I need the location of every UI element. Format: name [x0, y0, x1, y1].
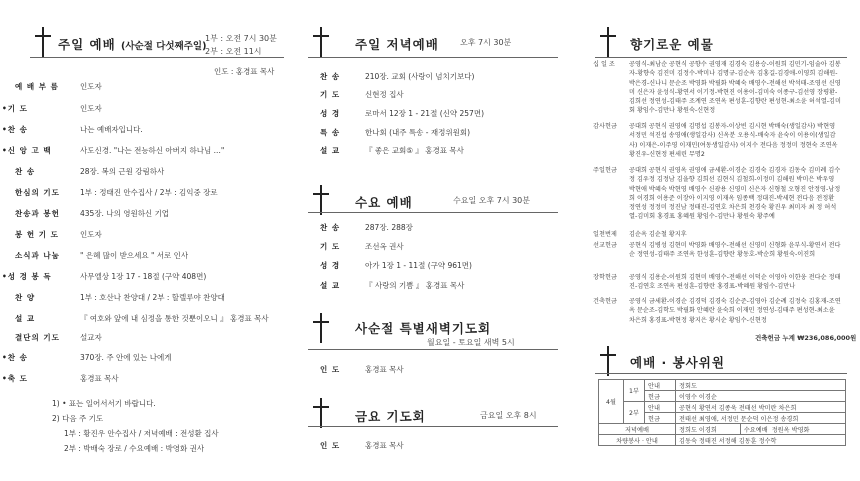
order-text: 인도자 [80, 104, 102, 113]
order-text: 인도자 [80, 230, 102, 239]
order-text: 사무엘상 1장 17 - 18절 (구약 408면) [80, 272, 207, 281]
offering-group [593, 60, 847, 115]
evening-label: 성 경 [320, 109, 341, 118]
sunday-time-1: 1부 : 오전 7시 30분 [205, 34, 277, 43]
dawn-label: 인 도 [320, 365, 341, 374]
order-label: •성 경 봉 독 [2, 272, 52, 281]
order-text: 435장. 나의 영원하신 기업 [80, 209, 170, 218]
evening-text: 신현정 집사 [365, 90, 404, 99]
evening-label: 기 도 [320, 90, 341, 99]
offering-label: 건축헌금 [593, 298, 617, 305]
order-label: •찬 송 [2, 353, 28, 362]
wednesday-text: 287장. 288장 [365, 223, 413, 232]
offering-names: 공현식 김병성 김현미 박영화 배영수-전해선 신영미 신형화 윤부식-황연서 전다순 정연성-김태주 조연옥 한성훈-김향란 황동호-박순희 황원숙-이진희 [629, 242, 841, 259]
offering-group [593, 230, 847, 240]
note-next-prayer: 2) 다음 주 기도 [52, 414, 104, 423]
note-prayer-1: 1부 : 황진우 안수집사 / 저녁예배 : 전성환 집사 [64, 429, 219, 438]
order-label: 찬 양 [15, 293, 36, 302]
sunday-column [0, 0, 287, 481]
order-label: •신 앙 고 백 [2, 146, 52, 155]
evening-label: 설 교 [320, 146, 341, 155]
role-cell: 헌금 [645, 413, 676, 424]
order-label: 소식과 나눔 [15, 251, 60, 260]
evening-text: 한나회 (내주 특송 - 재정위원회) [365, 128, 471, 137]
divider [595, 373, 847, 374]
order-text: 370장. 주 안에 있는 나에게 [80, 353, 172, 362]
offering-label: 주일헌금 [593, 167, 617, 174]
names-cell: 정희도 이경희 [676, 424, 741, 435]
order-label: 한심의 기도 [15, 188, 60, 197]
role-cell: 수요예배 [743, 426, 768, 434]
friday-time: 금요일 오후 8시 [480, 411, 537, 420]
table-row [599, 380, 846, 391]
offering-names: 공영식 금세환-이경순 김경덕 김경숙 김순준-김영아 김순례 김정숙 김홍재-조연옥 문순조-김학도 박필화 안혜란 윤숙희 이재민 정연성-김태주 편성현-최소윤 차은희 홍경표-박현정 황지은 황시순 황임수-신현정 [629, 298, 841, 324]
order-label: 찬 송 [15, 167, 36, 176]
note-prayer-2: 2부 : 박배숙 장로 / 수요예배 : 박영화 권사 [64, 444, 205, 453]
divider [595, 57, 847, 58]
order-text: " 은혜 많이 받으세요 " 서로 인사 [80, 251, 189, 260]
table-row [599, 402, 846, 413]
cross-icon [598, 27, 618, 57]
service-table [598, 379, 846, 446]
order-text: 설교자 [80, 333, 102, 342]
names-cell: 정원옥 박영화 [771, 426, 810, 434]
table-row [599, 435, 846, 446]
order-label: •기 도 [2, 104, 28, 113]
sunday-time-2: 2부 : 오전 11시 [205, 47, 262, 56]
cross-icon [311, 313, 331, 343]
offering-group [593, 297, 847, 327]
wednesday-text: 조선옥 권사 [365, 242, 404, 251]
offering-label: 일천번제 [593, 231, 617, 238]
sunday-title-text: 주일 예배 [58, 37, 116, 52]
offering-title: 향기로운 예물 [630, 37, 714, 52]
role-cell: 안내 [645, 380, 676, 391]
sunday-preacher: 인도 : 홍경표 목사 [214, 67, 275, 76]
wednesday-label: 기 도 [320, 242, 341, 251]
offering-group [593, 273, 847, 293]
role-cell: 헌금 [645, 391, 676, 402]
offering-names: 공영식-최남순 공현식 공향수 권영재 김경숙 김용승-이원희 김민기-임술아 김봉자-황향숙 김진미 김정수-박미나 김명규-김순옥 김홍길-김경애-이영희 김해원-박은경-신나니 문순조 박영화 박필화 박혜숙 배영수-전해선 박석태-조영선 신영미 신은자 윤성식-황연서 이기정-박현진 이용이-김미숙 이종구-김선영 장평환-김희선 정연성-김태주 조계연 조연옥 편성훈-김향란 편성현-최소윤 허석열-김미회 황임수-김만나 황원숙-신현정 [629, 61, 841, 115]
divider [308, 57, 558, 58]
wednesday-label: 찬 송 [320, 223, 341, 232]
divider [30, 57, 284, 58]
names-cell: 정회도 [676, 380, 846, 391]
evening-label: 찬 송 [320, 72, 341, 81]
order-label: 예 배 부 름 [15, 82, 59, 91]
names-cell: 전태선 최영애, 서정민 문순덕 이은정 송경희 [676, 413, 846, 424]
wednesday-text: 『 사랑의 기쁨 』 홍경표 목사 [365, 281, 465, 290]
dawn-time: 월요일 - 토요일 새벽 5시 [427, 338, 515, 347]
note-standing: 1) • 표는 일어서서기 바랍니다. [52, 399, 156, 408]
order-label: 결단의 기도 [15, 333, 60, 342]
cross-icon [311, 27, 331, 57]
offering-label: 십 일 조 [593, 61, 615, 68]
evening-time: 오후 7시 30분 [460, 38, 512, 47]
month-cell: 4월 [599, 380, 624, 424]
friday-label: 인 도 [320, 441, 341, 450]
evening-label: 특 송 [320, 128, 341, 137]
role-cell: 차량봉사 · 안내 [599, 435, 676, 446]
wed-cell [740, 424, 845, 435]
offering-names: 공대희 공현식 권영옥 권영애 금세환-이경순 김경숙 김경자 김동숙 김미례 김수정 김우정 김정남 김을향 김희선 김현식 김철희-이정미 김해원 박미은 박우영 박현애 박혜숙 박현영 배영수 신광용 신영미 신은자 신형철 오형진 안정영-남정희 이경희 이용준 이장아 이지영 이재옥 임종백 정대진-박세현 전다음 전정환 정연성 정정미 정진남 정태진-김연호 차은희 천경숙 황진우 최미자 최 정 허석열-김미회 홍경표 홍혜원 황임수-김만나 황원숙 황주예 [629, 167, 841, 221]
offering-names: 공대희 공현식 권영애 김명섭 김봉자-이상빈 김시현 박배숙(생일감사) 박현영 서정민 석진섭 송영애(생일감사) 신옥분 오용식-배숙자 윤숙이 이용이(생일감사) 이재은-이주영 이재민(여동생일감사) 이지수 전다음 정정미 정현숙 조연옥 황진우-신현정 편세린 무명2 [629, 123, 838, 158]
offering-names: 공영식 김용순-이원희 김현미 배영수-전해선 이덕순 이영아 이한웅 전다순 정태진-김연호 조연옥 편성훈-김향란 홍경표-박혜원 황임수-김만나 [629, 274, 841, 291]
names-cell: 공현식 황연서 김종욱 전태선 박미란 차은희 [676, 402, 846, 413]
order-label: •축 도 [2, 374, 28, 383]
service-title: 예배 · 봉사위원 [630, 355, 725, 370]
names-cell: 김동숙 정태진 서정해 김동훈 정수학 [676, 435, 846, 446]
weekday-column [305, 0, 565, 481]
dawn-title: 사순절 특별새벽기도회 [355, 321, 492, 336]
evening-text: 『 좋은 교회⑤ 』 홍경표 목사 [365, 146, 464, 155]
order-label: 봉 헌 기 도 [15, 230, 59, 239]
divider [308, 212, 558, 213]
offering-column [590, 0, 860, 481]
offering-label: 선교헌금 [593, 242, 617, 249]
evening-text: 로마서 12장 1 - 21절 (신약 257면) [365, 109, 484, 118]
dawn-text: 홍경표 목사 [365, 365, 404, 374]
wednesday-title: 수요 예배 [355, 195, 413, 210]
offering-group [593, 122, 847, 162]
order-text: 사도신경. "나는 전능하신 아버지 하나님 ..." [80, 146, 225, 155]
order-text: 『 여호와 앞에 내 심정을 통한 것뿐이오니 』 홍경표 목사 [80, 314, 269, 323]
part-cell: 1부 [624, 380, 645, 402]
divider [308, 426, 558, 427]
table-row [599, 424, 846, 435]
order-text: 인도자 [80, 82, 102, 91]
part-cell: 2부 [624, 402, 645, 424]
divider [308, 349, 558, 350]
building-fund-total: 건축헌금 누계 ₩236,086,000원 [755, 334, 857, 342]
order-label: •찬 송 [2, 125, 28, 134]
friday-text: 홍경표 목사 [365, 441, 404, 450]
role-cell: 안내 [645, 402, 676, 413]
cross-icon [311, 185, 331, 215]
wednesday-label: 설 교 [320, 281, 341, 290]
wednesday-label: 성 경 [320, 261, 341, 270]
order-text: 28장. 복의 근원 강림하사 [80, 167, 165, 176]
order-text: 1부 : 호산나 찬양대 / 2부 : 할렐루야 찬양대 [80, 293, 225, 302]
sunday-subtitle: (사순절 다섯째주일) [121, 41, 207, 52]
evening-title: 주일 저녁예배 [355, 37, 439, 52]
offering-label: 장학헌금 [593, 274, 617, 281]
evening-text: 210장. 교회 (사랑이 넘치기보다) [365, 72, 475, 81]
offering-names: 김순옥 김순철 황지후 [629, 231, 687, 238]
order-label: 설 교 [15, 314, 36, 323]
order-text: 나는 예배자입니다. [80, 125, 143, 134]
cross-icon [311, 398, 331, 428]
order-text: 홍경표 목사 [80, 374, 119, 383]
offering-group [593, 166, 847, 230]
cross-icon [33, 27, 53, 57]
cross-icon [598, 346, 618, 376]
order-label: 찬송과 봉헌 [15, 209, 60, 218]
sunday-title [58, 35, 206, 53]
role-cell: 저녁예배 [599, 424, 676, 435]
friday-title: 금요 기도회 [355, 409, 426, 424]
names-cell: 이영수 이경순 [676, 391, 846, 402]
offering-label: 감사헌금 [593, 123, 617, 130]
order-text: 1부 : 정태진 안수집사 / 2부 : 김익중 장로 [80, 188, 218, 197]
wednesday-time: 수요일 오후 7시 30분 [453, 196, 530, 205]
wednesday-text: 아가 1장 1 - 11절 (구약 961면) [365, 261, 472, 270]
offering-group [593, 241, 847, 271]
